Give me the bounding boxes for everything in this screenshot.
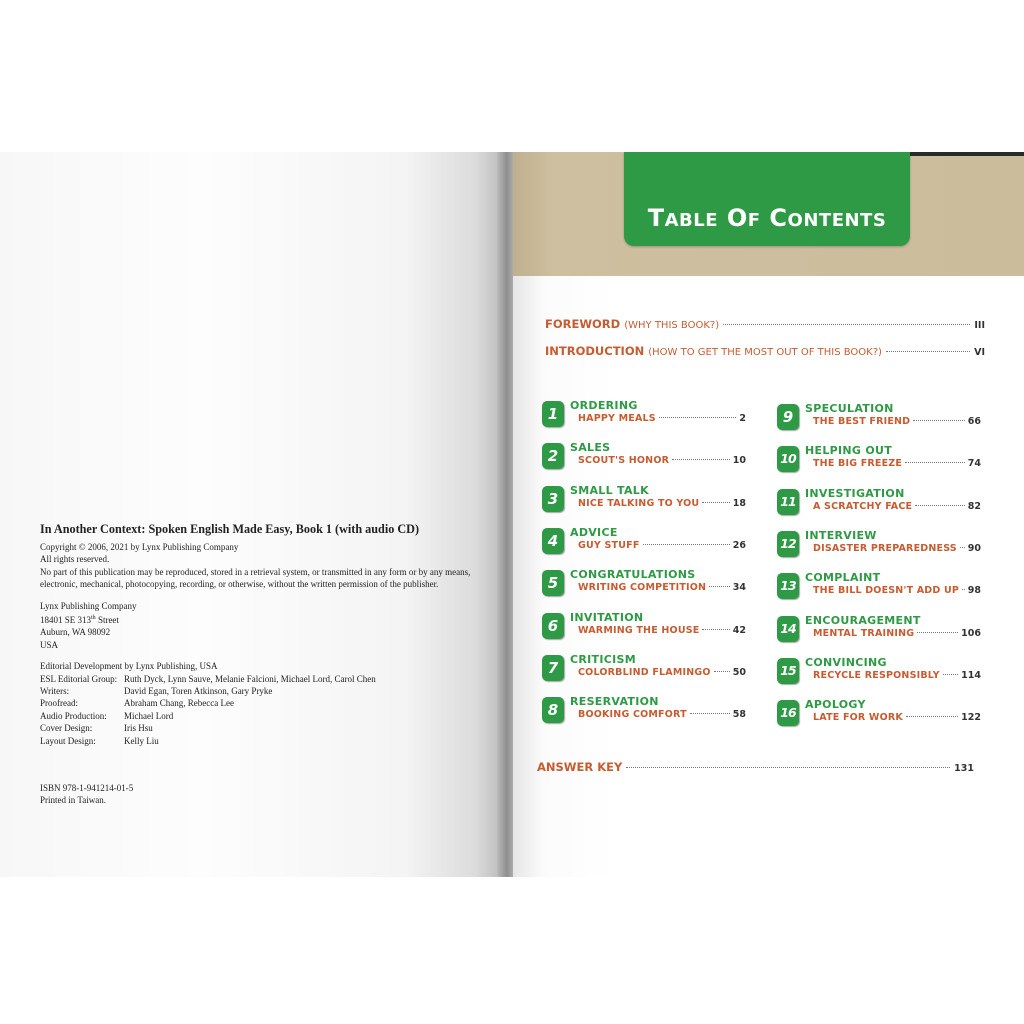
publisher-city: Auburn, WA 98092 — [40, 627, 111, 638]
leader-dots — [915, 505, 965, 506]
credit-row — [40, 697, 500, 709]
credit-label: Proofread: — [40, 698, 78, 709]
chapter-topic: INVESTIGATION — [805, 486, 905, 500]
chapter-page: 10 — [732, 455, 746, 467]
credit-label: Audio Production: — [40, 710, 107, 721]
leader-dots — [702, 502, 729, 503]
chapter-number-badge: 14 — [777, 616, 799, 642]
chapter-page: 34 — [732, 582, 746, 594]
chapter-title: RECYCLE RESPONSIBLY — [813, 669, 940, 681]
chapter-entry[interactable] — [542, 526, 746, 564]
leader-dots — [714, 671, 730, 672]
leader-dots — [626, 767, 950, 768]
introduction-page: VI — [974, 347, 985, 358]
chapter-number-badge: 8 — [542, 697, 564, 723]
chapter-page: 98 — [967, 585, 981, 597]
book-title: In Another Context: Spoken English Made Easy, Book 1 (with audio CD) — [40, 522, 420, 536]
chapter-entry[interactable] — [777, 656, 981, 694]
chapter-number-badge: 13 — [777, 573, 799, 599]
editorial-development: Editorial Development by Lynx Publishing, USA — [40, 661, 218, 672]
chapter-topic: COMPLAINT — [805, 571, 881, 585]
leader-dots — [702, 629, 729, 630]
street-name: Street — [95, 615, 119, 626]
chapter-page: 18 — [732, 497, 746, 509]
credit-value: Michael Lord — [124, 710, 174, 721]
chapter-page: 42 — [732, 624, 746, 636]
publisher-street — [40, 612, 500, 626]
chapter-topic: SPECULATION — [805, 402, 894, 415]
chapter-title: WRITING COMPETITION — [578, 582, 707, 594]
credit-value: Iris Hsu — [124, 723, 153, 734]
credit-value: David Egan, Toren Atkinson, Gary Pryke — [124, 686, 273, 697]
chapter-page: 66 — [967, 416, 981, 427]
chapter-number-badge: 11 — [777, 489, 799, 515]
answer-key-label: ANSWER KEY — [537, 760, 623, 774]
chapter-number-badge: 5 — [542, 570, 564, 596]
chapter-topic: CRITICISM — [570, 652, 636, 666]
copyright-block — [40, 522, 500, 747]
isbn: ISBN 978-1-941214-01-5 — [40, 783, 134, 793]
chapter-number-badge: 4 — [542, 528, 564, 554]
toc-title: TABLE OF CONTENTS — [647, 204, 887, 232]
leader-dots — [643, 544, 730, 545]
toc-header — [624, 152, 910, 246]
introduction-entry[interactable] — [545, 344, 985, 358]
chapter-title: LATE FOR WORK — [813, 712, 903, 724]
leader-dots — [962, 589, 965, 590]
chapter-entry[interactable] — [777, 402, 981, 440]
chapter-entry[interactable] — [542, 484, 746, 522]
chapter-entry[interactable] — [777, 614, 981, 652]
chapter-entry[interactable] — [777, 529, 981, 567]
leader-dots — [690, 713, 730, 714]
chapter-title: GUY STUFF — [578, 539, 640, 551]
left-page — [0, 152, 505, 877]
credit-value: Abraham Chang, Rebecca Lee — [124, 698, 234, 709]
chapter-topic: INTERVIEW — [805, 528, 877, 542]
chapter-title: THE BEST FRIEND — [813, 416, 911, 427]
chapter-entry[interactable] — [542, 653, 746, 691]
credit-row — [40, 722, 500, 734]
chapter-number-badge: 15 — [777, 658, 799, 684]
leader-dots — [905, 462, 965, 463]
publisher-name: Lynx Publishing Company — [40, 600, 137, 611]
credit-row — [40, 710, 500, 722]
chapter-number-badge: 3 — [542, 486, 564, 512]
credit-label: ESL Editorial Group: — [40, 673, 118, 684]
introduction-label: INTRODUCTION — [545, 344, 645, 358]
chapter-entry[interactable] — [777, 444, 981, 482]
chapter-entry[interactable] — [542, 441, 746, 479]
leader-dots — [913, 420, 965, 421]
introduction-subtitle: (HOW TO GET THE MOST OUT OF THIS BOOK?) — [648, 347, 882, 358]
chapter-title: THE BIG FREEZE — [813, 458, 903, 470]
chapter-page: 90 — [967, 542, 981, 554]
answer-key-page: 131 — [954, 763, 974, 774]
chapter-number-badge: 1 — [542, 401, 564, 427]
foreword-subtitle: (WHY THIS BOOK?) — [624, 320, 720, 331]
notice-line-2: electronic, mechanical, photocopying, recording, or otherwise, without the written permission of the publisher. — [40, 579, 439, 590]
foreword-label: FOREWORD — [545, 317, 621, 331]
chapter-number-badge: 9 — [777, 404, 799, 430]
foreword-entry[interactable] — [545, 317, 985, 331]
book-spread — [0, 152, 1024, 877]
chapter-title: THE BILL DOESN'T ADD UP — [813, 585, 960, 597]
chapter-entry[interactable] — [542, 568, 746, 606]
credit-label: Cover Design: — [40, 723, 93, 734]
chapter-page: 82 — [967, 500, 981, 512]
printed-in: Printed in Taiwan. — [40, 795, 106, 806]
leader-dots — [906, 716, 958, 717]
chapter-entry[interactable] — [542, 399, 746, 437]
foreword-page: III — [974, 320, 985, 331]
leader-dots — [917, 632, 958, 633]
chapter-topic: APOLOGY — [805, 698, 866, 712]
chapter-topic: RESERVATION — [570, 695, 659, 709]
notice-line-1: No part of this publication may be reproduced, stored in a retrieval system, or transmitted in any form or by any means, — [40, 566, 471, 577]
chapter-entry[interactable] — [777, 698, 981, 736]
chapter-entry[interactable] — [777, 487, 981, 525]
chapter-topic: CONGRATULATIONS — [570, 568, 696, 582]
chapter-entry[interactable] — [777, 571, 981, 609]
chapter-title: NICE TALKING TO YOU — [578, 497, 700, 509]
chapter-topic: INVITATION — [570, 610, 644, 624]
chapter-page: 122 — [961, 712, 981, 724]
credit-row — [40, 673, 500, 685]
leader-dots — [659, 417, 737, 418]
chapter-page: 2 — [739, 413, 746, 424]
chapter-topic: HELPING OUT — [805, 444, 893, 458]
chapter-number-badge: 16 — [777, 700, 799, 726]
chapter-topic: ORDERING — [570, 399, 638, 412]
credit-row — [40, 685, 500, 697]
chapter-title: A SCRATCHY FACE — [813, 500, 913, 512]
chapter-topic: CONVINCING — [805, 655, 887, 669]
rights-line: All rights reserved. — [40, 554, 110, 565]
chapter-title: MENTAL TRAINING — [813, 627, 915, 639]
chapter-entry[interactable] — [542, 695, 746, 733]
chapter-title: DISASTER PREPAREDNESS — [813, 542, 957, 554]
chapter-page: 26 — [732, 539, 746, 551]
leader-dots — [886, 351, 970, 352]
leader-dots — [709, 586, 730, 587]
chapter-topic: ENCOURAGEMENT — [805, 613, 921, 627]
chapter-page: 114 — [961, 669, 981, 681]
chapter-topic: SALES — [570, 441, 611, 455]
chapter-page: 106 — [961, 627, 981, 639]
isbn-block — [40, 782, 133, 807]
chapter-title: HAPPY MEALS — [578, 413, 656, 424]
credits-list — [40, 673, 500, 747]
chapter-title: WARMING THE HOUSE — [578, 624, 700, 636]
leader-dots — [672, 459, 730, 460]
chapter-title: COLORBLIND FLAMINGO — [578, 666, 711, 678]
credit-label: Writers: — [40, 686, 70, 697]
chapter-number-badge: 6 — [542, 613, 564, 639]
chapter-entry[interactable] — [542, 611, 746, 649]
credit-row — [40, 735, 500, 747]
chapter-page: 74 — [967, 458, 981, 470]
street-number: 18401 SE 313 — [40, 615, 92, 626]
chapter-number-badge: 7 — [542, 655, 564, 681]
chapter-title: BOOKING COMFORT — [578, 709, 687, 721]
credit-value: Kelly Liu — [124, 735, 159, 746]
chapter-number-badge: 10 — [777, 446, 799, 472]
street-suffix: th — [91, 615, 96, 622]
chapter-topic: ADVICE — [570, 525, 618, 539]
leader-dots — [943, 674, 959, 675]
chapter-title: SCOUT'S HONOR — [578, 455, 670, 467]
copyright-line: Copyright © 2006, 2021 by Lynx Publishing Company — [40, 542, 239, 552]
chapter-page: 58 — [732, 709, 746, 721]
chapter-page: 50 — [732, 666, 746, 678]
credit-label: Layout Design: — [40, 735, 96, 746]
leader-dots — [723, 324, 970, 325]
credit-value: Ruth Dyck, Lynn Sauve, Melanie Falcioni, Michael Lord, Carol Chen — [124, 673, 376, 684]
leader-dots — [960, 547, 965, 548]
chapter-topic: SMALL TALK — [570, 483, 649, 497]
publisher-country: USA — [40, 639, 59, 650]
answer-key-entry[interactable] — [537, 760, 974, 774]
chapter-number-badge: 12 — [777, 531, 799, 557]
chapter-number-badge: 2 — [542, 443, 564, 469]
